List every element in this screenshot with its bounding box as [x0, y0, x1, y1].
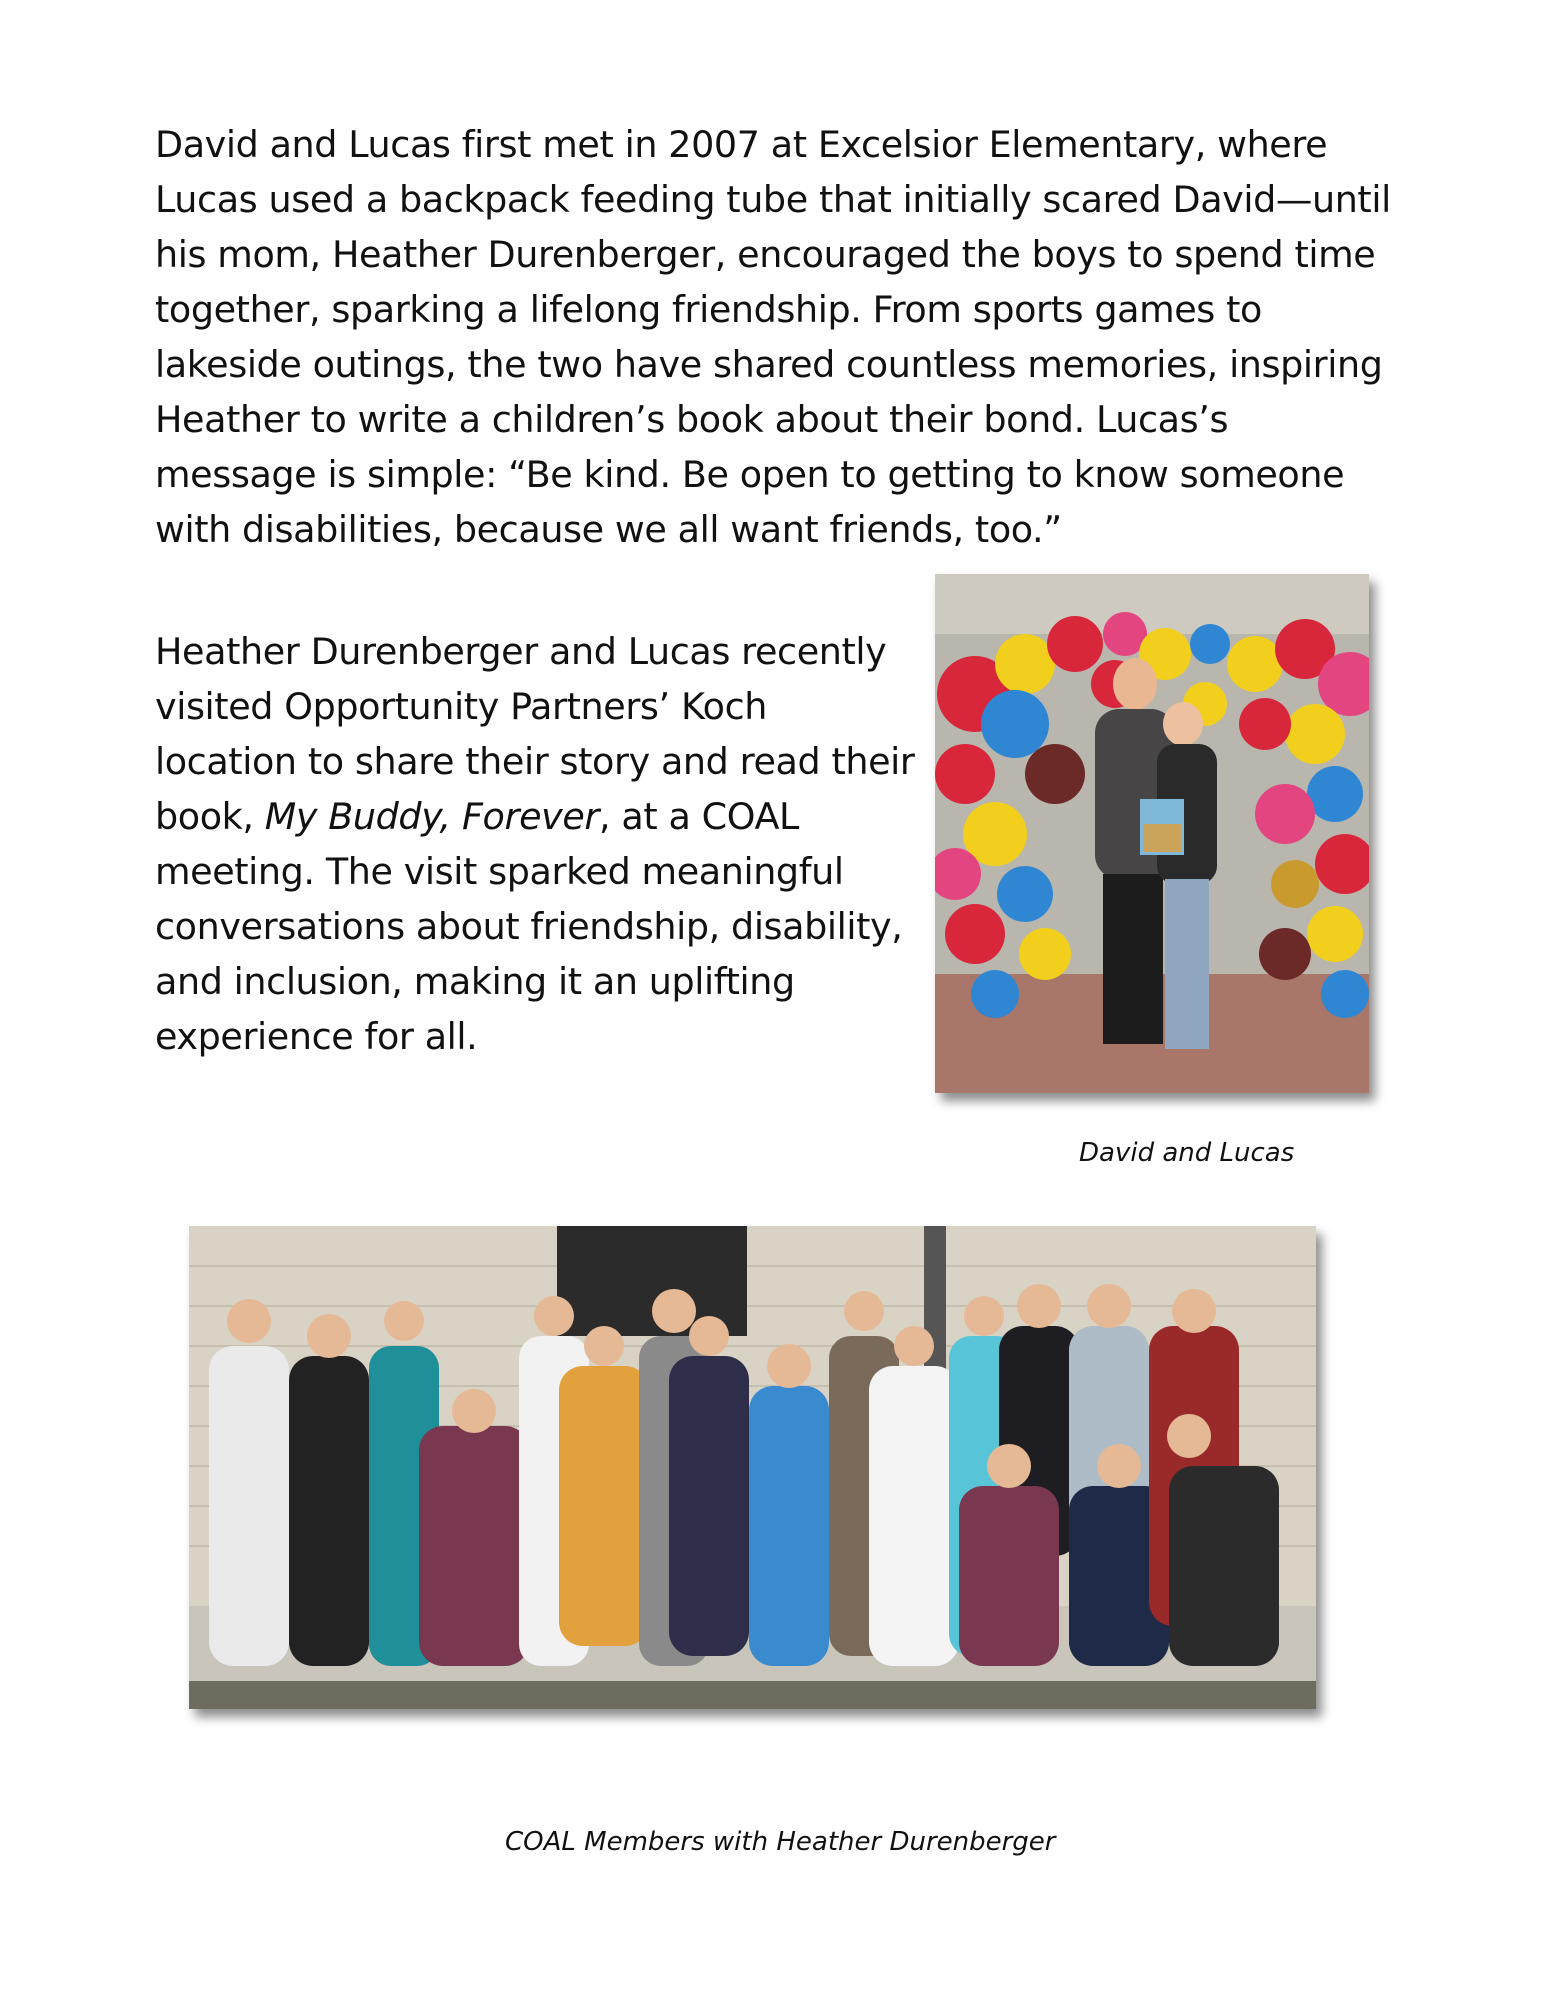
book-title: My Buddy, Forever	[264, 795, 600, 838]
photo2-caption: COAL Members with Heather Durenberger	[505, 1827, 1056, 1857]
photo1-caption: David and Lucas	[1079, 1138, 1295, 1168]
visit-text-start: Heather Durenberger and Lucas recently visited Opportunity Partners’ Koch location to share their story and read their book,	[155, 630, 915, 838]
coal-group-photo	[189, 1226, 1316, 1709]
visit-text-end: , at a COAL meeting. The visit sparked meaningful conversations about friendship, disability, and inclusion, making it an uplifting experience for all.	[155, 795, 903, 1058]
intro-paragraph: David and Lucas first met in 2007 at Excelsior Elementary, where Lucas used a backpack feeding tube that initially scared David—until his mom, Heather Durenberger, encouraged the boys to spend time together, sparking a lifelong friendship. From sports games to lakeside outings, the two have shared countless memories, inspiring Heather to write a children’s book about their bond. Lucas’s message is simple: “Be kind. Be open to getting to know someone with disabilities, because we all want friends, too.”	[155, 123, 1391, 551]
david-and-lucas-photo	[935, 574, 1369, 1093]
visit-paragraph	[155, 624, 915, 1064]
